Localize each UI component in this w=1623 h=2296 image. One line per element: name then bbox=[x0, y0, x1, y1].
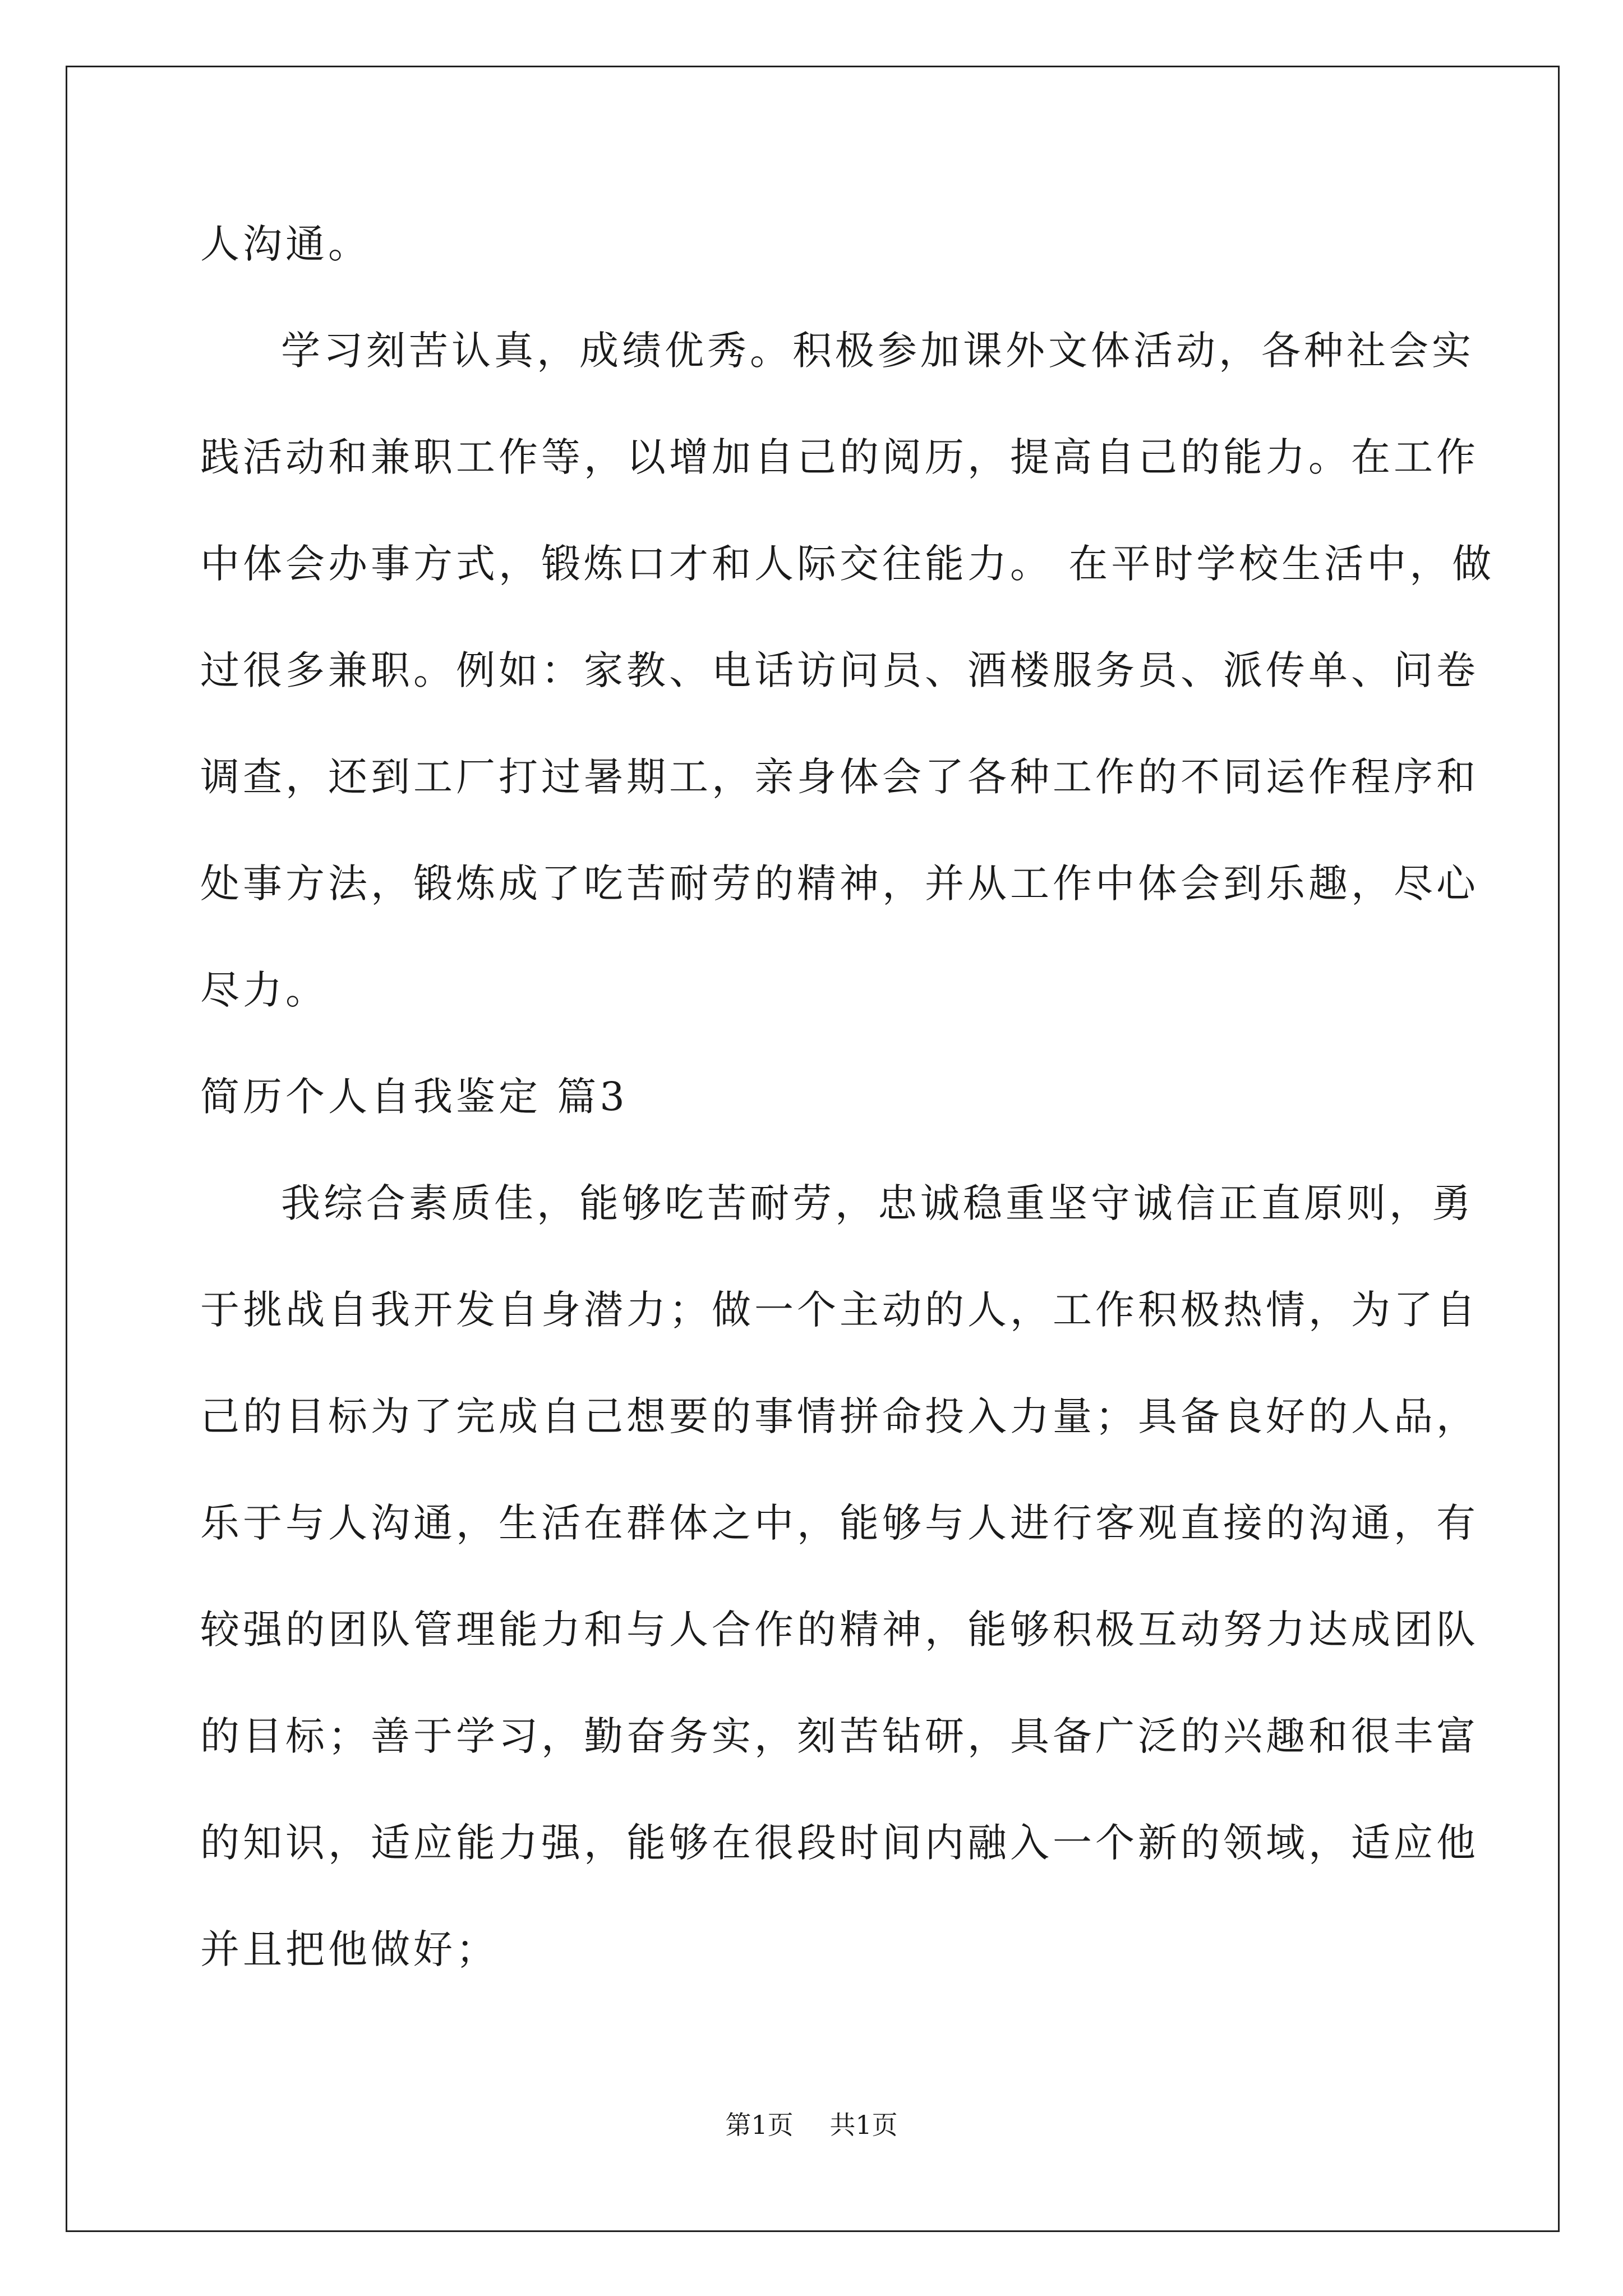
text-line: 人沟通。 bbox=[200, 221, 371, 267]
text-line: 己的目标为了完成自己想要的事情拼命投入力量；具备良好的人品， bbox=[200, 1393, 1479, 1439]
text-line: 的知识，适应能力强，能够在很段时间内融入一个新的领域，适应他 bbox=[200, 1820, 1479, 1866]
text-line: 尽力。 bbox=[200, 967, 328, 1013]
text-line: 于挑战自我开发自身潜力；做一个主动的人，工作积极热情，为了自 bbox=[200, 1287, 1479, 1333]
text-line: 并且把他做好； bbox=[200, 1926, 499, 1972]
text-line: 中体会办事方式，锻炼口才和人际交往能力。 在平时学校生活中，做 bbox=[200, 541, 1495, 587]
paragraph-first-line: 我综合素质佳，能够吃苦耐劳，忠诚稳重坚守诚信正直原则，勇 bbox=[281, 1180, 1474, 1226]
text-line: 处事方法，锻炼成了吃苦耐劳的精神，并从工作中体会到乐趣，尽心 bbox=[200, 861, 1479, 907]
text-line: 较强的团队管理能力和与人合作的精神，能够积极互动努力达成团队 bbox=[200, 1607, 1479, 1653]
section-heading: 简历个人自我鉴定 篇3 bbox=[200, 1074, 628, 1120]
text-line: 乐于与人沟通，生活在群体之中，能够与人进行客观直接的沟通，有 bbox=[200, 1500, 1479, 1546]
text-line: 调查，还到工厂打过暑期工，亲身体会了各种工作的不同运作程序和 bbox=[200, 754, 1479, 800]
paragraph-first-line: 学习刻苦认真，成绩优秀。积极参加课外文体活动，各种社会实 bbox=[281, 328, 1474, 374]
page-footer bbox=[0, 2105, 1623, 2142]
text-line: 过很多兼职。例如：家教、电话访问员、酒楼服务员、派传单、问卷 bbox=[200, 647, 1479, 693]
text-line: 践活动和兼职工作等，以增加自己的阅历，提高自己的能力。在工作 bbox=[200, 434, 1479, 480]
document-body bbox=[200, 191, 1495, 2003]
text-line: 的目标；善于学习，勤奋务实，刻苦钻研，具备广泛的兴趣和很丰富 bbox=[200, 1713, 1479, 1759]
page-total: 共1页 bbox=[829, 2110, 898, 2140]
page-number: 第1页 bbox=[725, 2110, 794, 2140]
